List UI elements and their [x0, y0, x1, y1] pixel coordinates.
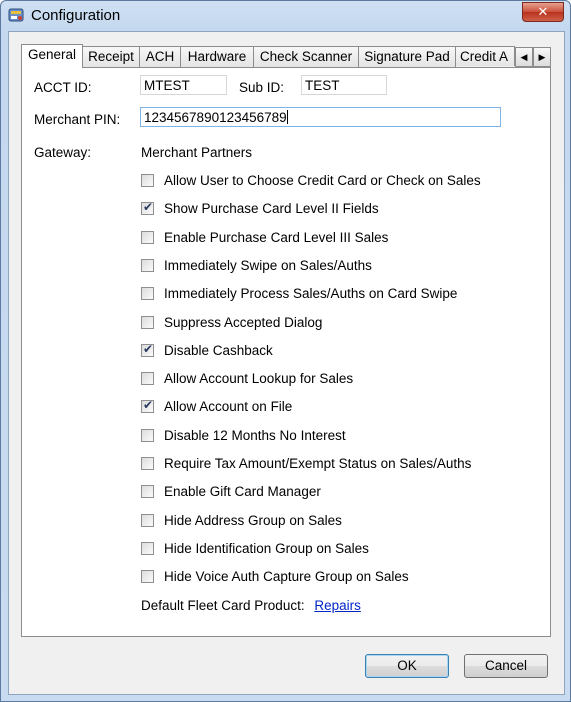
fleet-card-row: [141, 598, 361, 613]
option-checkbox[interactable]: [141, 344, 154, 357]
option-checkbox[interactable]: [141, 400, 154, 413]
option-label: Enable Gift Card Manager: [164, 484, 321, 499]
fleet-card-label: Default Fleet Card Product:: [141, 598, 305, 613]
sub-id-label: Sub ID:: [239, 80, 285, 95]
option-checkbox[interactable]: [141, 485, 154, 498]
option-label: Hide Identification Group on Sales: [164, 541, 369, 556]
option-checkbox[interactable]: [141, 202, 154, 215]
option-label: Hide Address Group on Sales: [164, 513, 342, 528]
sub-id-field[interactable]: TEST: [301, 75, 387, 95]
option-label: Show Purchase Card Level II Fields: [164, 201, 379, 216]
cancel-button[interactable]: Cancel: [464, 654, 548, 678]
tab-ach[interactable]: ACH: [139, 46, 181, 67]
text-caret: [287, 110, 288, 124]
tab-signature-pad[interactable]: Signature Pad: [358, 46, 456, 67]
close-icon: ✕: [537, 4, 549, 19]
tab-scroll-right-button[interactable]: [533, 47, 551, 67]
option-checkbox[interactable]: [141, 429, 154, 442]
acct-id-field[interactable]: MTEST: [140, 75, 227, 95]
option-checkbox[interactable]: [141, 457, 154, 470]
app-icon: [8, 7, 24, 23]
arrow-right-icon: ▶: [538, 52, 546, 62]
option-checkbox[interactable]: [141, 316, 154, 329]
fleet-card-link[interactable]: Repairs: [314, 598, 361, 613]
option-checkbox[interactable]: [141, 174, 154, 187]
option-label: Allow User to Choose Credit Card or Check on Sales: [164, 173, 481, 188]
option-label: Require Tax Amount/Exempt Status on Sales/Auths: [164, 456, 472, 471]
tab-scroll-left-button[interactable]: [515, 47, 533, 67]
tab-check-scanner[interactable]: Check Scanner: [253, 46, 359, 67]
gateway-label: Gateway:: [34, 145, 92, 160]
option-checkbox[interactable]: [141, 231, 154, 244]
option-label: Disable Cashback: [164, 343, 273, 358]
tab-general[interactable]: General: [21, 44, 83, 68]
arrow-left-icon: ◀: [520, 52, 528, 62]
option-label: Allow Account on File: [164, 399, 293, 414]
option-label: Allow Account Lookup for Sales: [164, 371, 354, 386]
option-label: Immediately Process Sales/Auths on Card Swipe: [164, 286, 458, 301]
tab-receipt[interactable]: Receipt: [82, 46, 140, 67]
option-label: Hide Voice Auth Capture Group on Sales: [164, 569, 409, 584]
option-checkbox[interactable]: [141, 514, 154, 527]
option-checkbox[interactable]: [141, 372, 154, 385]
close-button[interactable]: [522, 2, 564, 22]
merchant-pin-label: Merchant PIN:: [34, 112, 121, 127]
acct-id-label: ACCT ID:: [34, 80, 92, 95]
option-label: Disable 12 Months No Interest: [164, 428, 346, 443]
general-tab-panel: [21, 67, 551, 637]
option-label: Immediately Swipe on Sales/Auths: [164, 258, 372, 273]
tab-hardware[interactable]: Hardware: [180, 46, 254, 67]
option-checkbox[interactable]: [141, 542, 154, 555]
option-checkbox[interactable]: [141, 287, 154, 300]
window-title: Configuration: [31, 7, 121, 24]
merchant-pin-value: 1234567890123456789: [144, 110, 287, 125]
option-label: Enable Purchase Card Level III Sales: [164, 230, 389, 245]
tab-credit-a[interactable]: Credit A: [455, 46, 515, 66]
option-checkbox[interactable]: [141, 259, 154, 272]
dialog-body: [8, 31, 565, 695]
merchant-pin-field[interactable]: [140, 107, 501, 127]
gateway-value: Merchant Partners: [141, 145, 253, 160]
title-bar[interactable]: [1, 1, 570, 31]
ok-button[interactable]: OK: [365, 654, 449, 678]
option-checkbox[interactable]: [141, 570, 154, 583]
option-label: Suppress Accepted Dialog: [164, 315, 323, 330]
